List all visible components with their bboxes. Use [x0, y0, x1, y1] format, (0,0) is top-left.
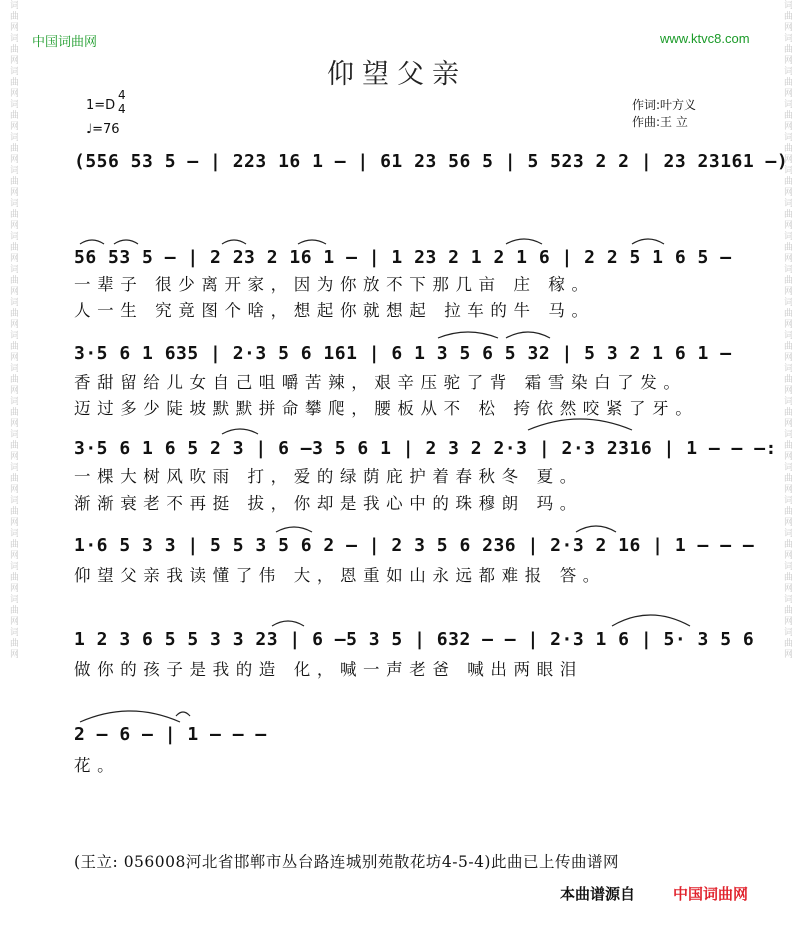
slur-arc: [272, 621, 304, 626]
slur-arc: [80, 240, 104, 244]
source-label: 本曲谱源自: [560, 885, 636, 903]
fermata-arc: [176, 712, 190, 716]
lyric-line-2a: 一辈子 很少离开家，因为你放不下那几亩 庄 稼。: [74, 275, 595, 294]
slur-arc: [576, 526, 616, 532]
slur-arc: [506, 332, 550, 338]
time-denominator: 4: [118, 102, 126, 116]
lyric-line-3b: 迈过多少陡坡默默拼命攀爬，腰板从不 松 挎依然咬紧了牙。: [74, 399, 699, 418]
lyricist-credit: 作词:叶方义: [632, 98, 697, 112]
song-title: 仰望父亲: [327, 59, 467, 90]
slur-arc: [632, 239, 664, 244]
notation-row-3: 3·5 6 1 635 | 2·3 5 6 161 | 6 1 3 5 6 5 32 | 5 3 2 1 6 1 –: [74, 343, 732, 364]
site-url-link[interactable]: www.ktvc8.com: [660, 31, 750, 46]
notation-row-5: 1·6 5 3 3 | 5 5 3 5 6 2 – | 2 3 5 6 236 | 2·3 2 16 | 1 – – –: [74, 535, 755, 556]
notation-row-2: 56 53 5 – | 2 23 2 16 1 – | 1 23 2 1 2 1 6 | 2 2 5 1 6 5 –: [74, 247, 732, 268]
lyric-line-2b: 人一生 究竟图个啥，想起你就想起 拉车的牛 马。: [74, 301, 595, 320]
notation-row-intro: (556 53 5 – | 223 16 1 – | 61 23 56 5 | 5 523 2 2 | 23 23161 –): [74, 151, 789, 172]
lyric-line-6: 做你的孩子是我的造 化，喊一声老爸 喊出两眼泪: [74, 660, 583, 679]
lyric-line-5: 仰望父亲我读懂了伟 大，恩重如山永远都难报 答。: [74, 566, 606, 585]
slur-arc: [114, 240, 138, 244]
side-watermark-right: 词曲网词曲网词曲网词曲网词曲网词曲网词曲网词曲网词曲网词曲网词曲网词曲网词曲网词曲网词曲网词曲网词曲网词曲网词曲网词曲网: [782, 0, 792, 660]
slur-arc: [528, 419, 632, 430]
slur-arc: [276, 527, 312, 532]
composer-address-note: (王立: 056008河北省邯郸市丛台路连城别苑散花坊4-5-4)此曲已上传曲谱网: [74, 853, 619, 871]
slur-arc: [612, 615, 690, 626]
notation-row-4: 3·5 6 1 6 5 2 3 | 6 –3 5 6 1 | 2 3 2 2·3 | 2·3 2316 | 1 – – –:: [74, 438, 777, 459]
slur-arc: [298, 240, 326, 244]
key-signature: 1=D: [86, 98, 116, 113]
lyric-line-3a: 香甜留给儿女自己咀嚼苦辣，艰辛压驼了背 霜雪染白了发。: [74, 373, 687, 392]
composer-credit: 作曲:王 立: [632, 115, 688, 129]
slur-arc: [222, 240, 246, 244]
notation-row-7: 2 – 6 – | 1 – – –: [74, 724, 267, 745]
lyric-line-7: 花。: [74, 756, 121, 775]
source-site-link[interactable]: 中国词曲网: [673, 885, 749, 903]
lyric-line-4a: 一棵大树风吹雨 打，爱的绿荫庇护着春秋冬 夏。: [74, 467, 583, 486]
tempo-marking: ♩=76: [86, 122, 120, 137]
time-numerator: 4: [118, 88, 126, 102]
lyric-line-4b: 渐渐衰老不再挺 拔，你却是我心中的珠穆朗 玛。: [74, 494, 583, 513]
slur-arc: [438, 332, 498, 338]
site-logo-text[interactable]: 中国词曲网: [32, 35, 98, 50]
slur-arc: [80, 711, 180, 722]
notation-row-6: 1 2 3 6 5 5 3 3 23 | 6 –5 3 5 | 632 – – | 2·3 1 6 | 5· 3 5 6: [74, 629, 755, 650]
side-watermark-left: 词曲网词曲网词曲网词曲网词曲网词曲网词曲网词曲网词曲网词曲网词曲网词曲网词曲网词曲网词曲网词曲网词曲网词曲网词曲网词曲网: [8, 0, 18, 660]
slur-arc: [222, 429, 258, 434]
slur-arc: [506, 239, 542, 244]
